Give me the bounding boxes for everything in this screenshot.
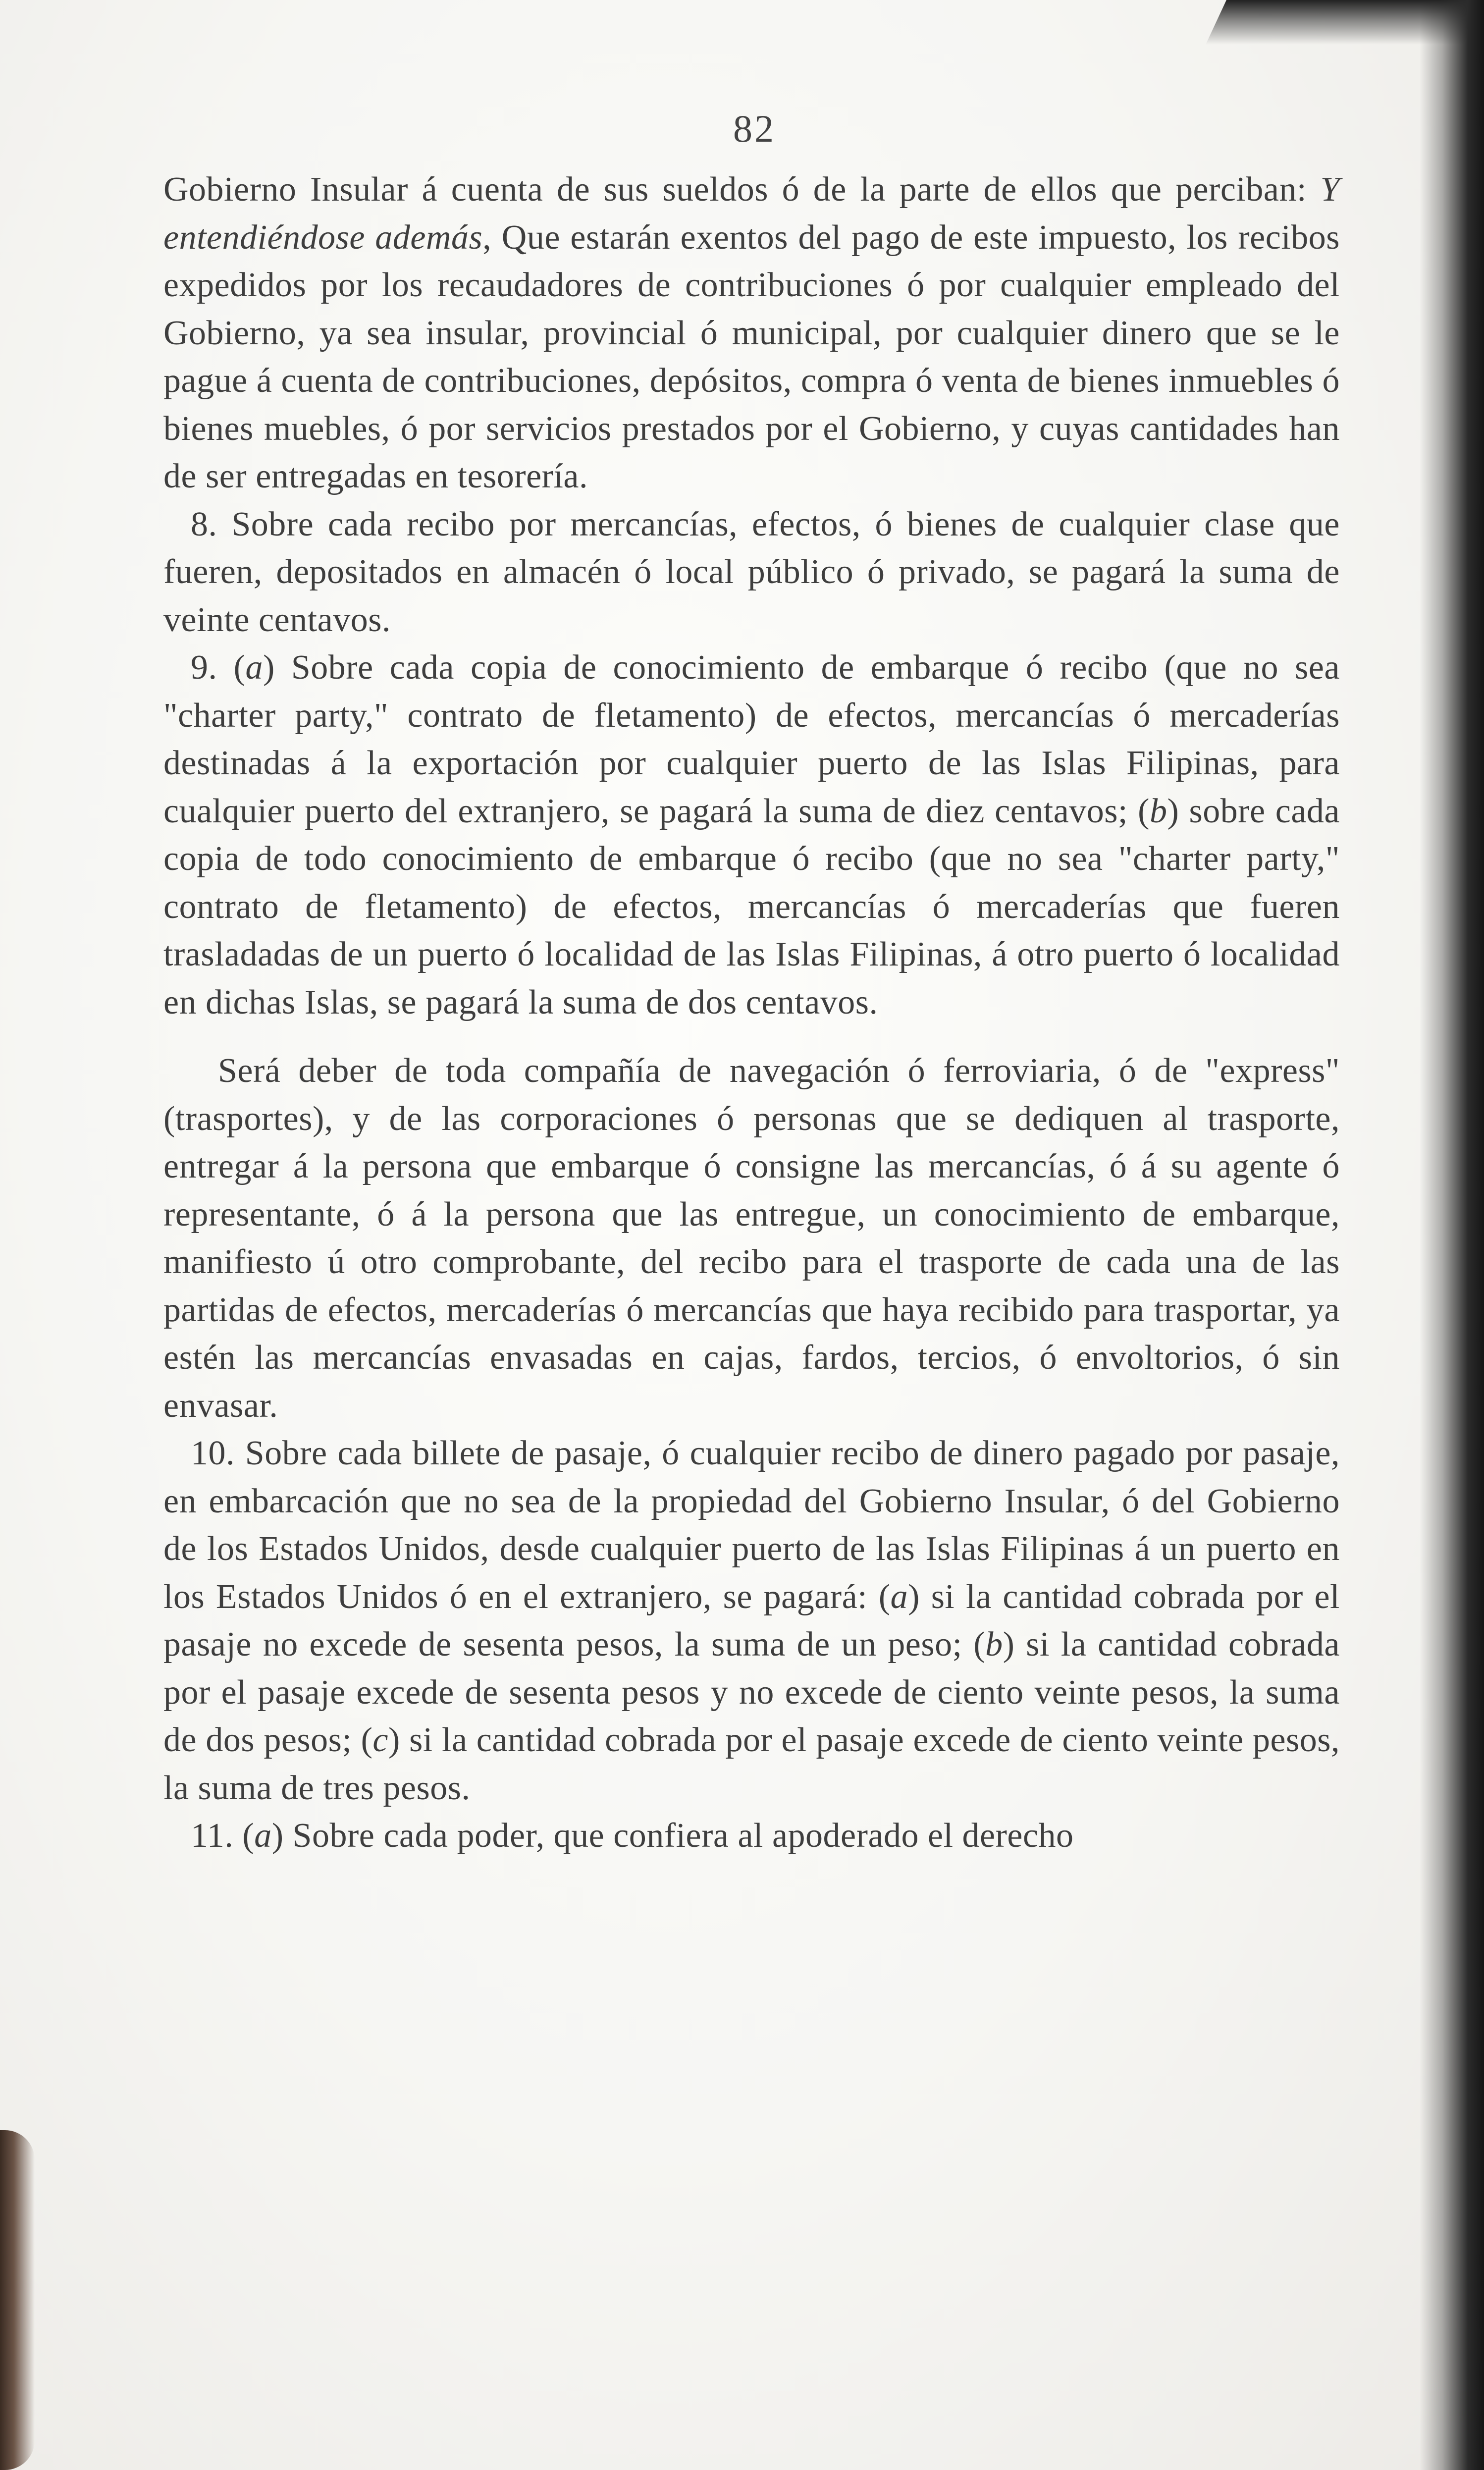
text-span: 9. ( (191, 648, 246, 687)
text-span: , Que estarán exentos del pago de este impuesto, los recibos expedidos por los recaudadores de contribuciones ó por cualquier empleado del Gobierno, ya sea insular, provincial ó municipal, por cualquier dinero que se le pague á cuenta de contribuciones, depósitos, compra ó venta de bienes inmuebles ó bienes muebles, ó por servicios prestados por el Gobierno, y cuyas cantidades han de ser entregadas en tesorería. (163, 218, 1340, 495)
thumb-shadow (0, 2130, 35, 2470)
text-span: ) Sobre cada poder, que confiera al apoderado el derecho (271, 1817, 1074, 1855)
paragraph-continuation (163, 166, 1340, 501)
italic-text: a (890, 1577, 908, 1616)
paragraph-section-9 (163, 644, 1340, 1026)
text-span: ) Sobre cada copia de conocimiento de embarque ó recibo (que no sea "charter party," contrato de fletamento) de efectos, mercancías ó mercaderías destinadas á la exportación por cualquier puerto de las Islas Filipinas, para cualquier puerto del extranjero, se pagará la suma de diez centavos; ( (163, 648, 1340, 830)
text-span: 10. Sobre cada billete de pasaje, ó cualquier recibo de dinero pagado por pasaje, en embarcación que no sea de la propiedad del Gobierno Insular, ó del Gobierno de los Estados Unidos, desde cualquier puerto de las Islas Filipinas á un puerto en los Estados Unidos ó en el extranjero, se pagará: ( (163, 1434, 1340, 1616)
italic-text: a (245, 648, 263, 687)
text-span: ) si la cantidad cobrada por el pasaje excede de sesenta pesos y no excede de ciento veinte pesos, la suma de dos pesos; ( (163, 1625, 1340, 1759)
italic-text: c (372, 1721, 388, 1759)
paragraph-carrier-duty (163, 1047, 1340, 1430)
text-span: ) si la cantidad cobrada por el pasaje excede de ciento veinte pesos, la suma de tres pesos. (163, 1721, 1340, 1807)
italic-text: b (1149, 792, 1167, 830)
text-span: Será deber de toda compañía de navegación ó ferroviaria, ó de "express" (trasportes), y de las corporaciones ó personas que se dediquen al trasporte, entregar á la persona que embarque ó consigne las mercancías, ó á su agente ó representante, ó á la persona que las entregue, un conocimiento de embarque, manifiesto ú otro comprobante, del recibo para el trasporte de cada una de las partidas de efectos, mercaderías ó mercancías que haya recibido para trasportar, ya estén las mercancías envasadas en cajas, fardos, tercios, ó envoltorios, ó sin envasar. (163, 1052, 1340, 1425)
binding-edge (1420, 0, 1484, 2470)
paragraph-section-8 (163, 501, 1340, 644)
text-span: 11. ( (191, 1817, 255, 1855)
text-span: Gobierno Insular á cuenta de sus sueldos ó de la parte de ellos que perciban: (163, 170, 1321, 209)
page-text (163, 166, 1340, 1860)
text-span: ) sobre cada copia de todo conocimiento de embarque ó recibo (que no sea "charter party," contrato de fletamento) de efectos, mercancías ó mercaderías que fueren trasladadas de un puerto ó localidad de las Islas Filipinas, á otro puerto ó localidad en dichas Islas, se pagará la suma de dos centavos. (163, 792, 1340, 1021)
paragraph-section-10 (163, 1430, 1340, 1812)
text-span: 8. Sobre cada recibo por mercancías, efectos, ó bienes de cualquier clase que fueren, depositados en almacén ó local público ó privado, se pagará la suma de veinte centavos. (163, 505, 1340, 639)
paragraph-section-11 (163, 1812, 1340, 1860)
italic-text: Y entendiéndose además (163, 170, 1340, 257)
italic-text: b (985, 1625, 1003, 1664)
italic-text: a (254, 1817, 272, 1855)
text-span: ) si la cantidad cobrada por el pasaje no excede de sesenta pesos, la suma de un peso; ( (163, 1577, 1340, 1664)
page-number: 82 (733, 107, 776, 150)
